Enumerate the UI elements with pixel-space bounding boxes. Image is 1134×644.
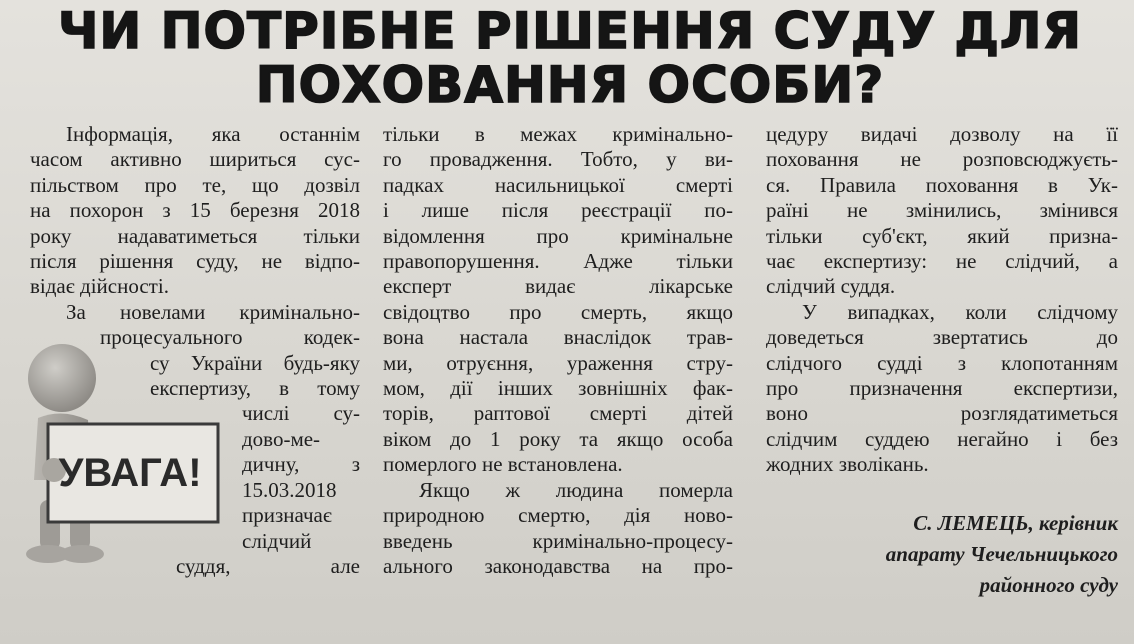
- column-3: [766, 122, 1118, 478]
- text-line: після рішення суду, не відпо-: [30, 249, 360, 274]
- text-line: віком до 1 року та якщо особа: [383, 426, 733, 451]
- text-line: доведеться звертатись до: [766, 325, 1118, 350]
- text-line: ми, отруєння, ураження стру-: [383, 350, 733, 375]
- text-line: правопорушення. Адже тільки: [383, 249, 733, 274]
- text-line: слідчого судді з клопотанням: [766, 350, 1118, 375]
- text-line: 15.03.2018: [242, 477, 337, 502]
- text-line: призначає: [242, 503, 332, 528]
- text-line: процесуального кодек-: [100, 325, 360, 350]
- text-line: цедуру видачі дозволу на її: [766, 122, 1118, 146]
- paragraph-intro: [30, 122, 360, 300]
- paragraph-criminal-proceedings: [383, 122, 733, 478]
- text-line: померлого не встановлена.: [383, 452, 623, 477]
- text-line: раїні не змінились, змінився: [766, 198, 1118, 223]
- text-line: торів, раптової смерті дітей: [383, 401, 733, 426]
- text-line: і лише після реєстрації по-: [383, 198, 733, 223]
- text-line: свідоцтво про смерть, якщо: [383, 299, 733, 324]
- text-line: дичну, з: [242, 452, 360, 477]
- text-line: ся. Правила поховання в Ук-: [766, 172, 1118, 197]
- text-line: часом активно шириться сус-: [30, 147, 360, 172]
- headline: [40, 4, 1100, 112]
- author-signature: [778, 508, 1118, 601]
- paragraph-burial-rules: [766, 122, 1118, 300]
- text-line: про призначення експертизи,: [766, 376, 1118, 401]
- paragraph-natural-death: [383, 478, 733, 580]
- text-line: на похорон з 15 березня 2018: [30, 198, 360, 223]
- text-line: суддя, але: [176, 553, 360, 578]
- signature-line-1: С. ЛЕМЕЦЬ, керівник: [913, 511, 1118, 535]
- text-line: тільки в межах кримінально-: [383, 122, 733, 146]
- text-line: вона настала внаслідок трав-: [383, 325, 733, 350]
- figure-head: [28, 344, 96, 412]
- headline-line-2: ПОХОВАННЯ ОСОБИ?: [255, 56, 885, 114]
- text-line: тільки суб'єкт, який призна-: [766, 223, 1118, 248]
- text-line: ального законодавства на про-: [383, 553, 733, 578]
- text-line: відає дійсності.: [30, 274, 169, 299]
- warning-figure-illustration: [18, 330, 228, 570]
- paragraph-investigating-judge: [766, 300, 1118, 478]
- text-line: мом, дії інших зовнішніх фак-: [383, 376, 733, 401]
- text-line: чає експертизу: не слідчий, а: [766, 249, 1118, 274]
- text-line: природною смертю, дія ново-: [383, 503, 733, 528]
- text-line: експертизу, в тому: [150, 376, 360, 401]
- text-line: числі су-: [242, 401, 360, 426]
- text-line: відомлення про кримінальне: [383, 223, 733, 248]
- warning-sign: [42, 424, 218, 522]
- text-line: Інформація, яка останнім: [66, 122, 360, 146]
- figure-foot-right: [60, 545, 104, 563]
- signature-line-2: апарату Чечельницького: [885, 542, 1118, 566]
- warning-sign-text: УВАГА!: [58, 451, 202, 495]
- text-line: слідчий: [242, 528, 312, 553]
- column-2: [383, 122, 733, 579]
- text-line: го провадження. Тобто, у ви-: [383, 147, 733, 172]
- text-line: дово-ме-: [242, 426, 321, 451]
- text-line: введень кримінально-процесу-: [383, 528, 733, 553]
- text-line: падках насильницької смерті: [383, 172, 733, 197]
- text-line: слідчий суддя.: [766, 274, 896, 299]
- text-line: пільством про те, що дозвіл: [30, 172, 360, 197]
- text-line: Якщо ж людина померла: [419, 477, 733, 502]
- text-line: експерт видає лікарське: [383, 274, 733, 299]
- text-line: слідчим суддею негайно і без: [766, 426, 1118, 451]
- text-line: За новелами кримінально-: [66, 299, 360, 324]
- text-line: воно розглядатиметься: [766, 401, 1118, 426]
- text-line: су України будь-яку: [150, 350, 360, 375]
- text-line: року надаватиметься тільки: [30, 223, 360, 248]
- text-line: жодних зволікань.: [766, 452, 929, 477]
- text-line: У випадках, коли слідчому: [802, 299, 1118, 324]
- headline-line-1: ЧИ ПОТРІБНЕ РІШЕННЯ СУДУ ДЛЯ: [58, 2, 1082, 60]
- text-line: поховання не розповсюджуєть-: [766, 147, 1118, 172]
- signature-line-3: районного суду: [979, 573, 1118, 597]
